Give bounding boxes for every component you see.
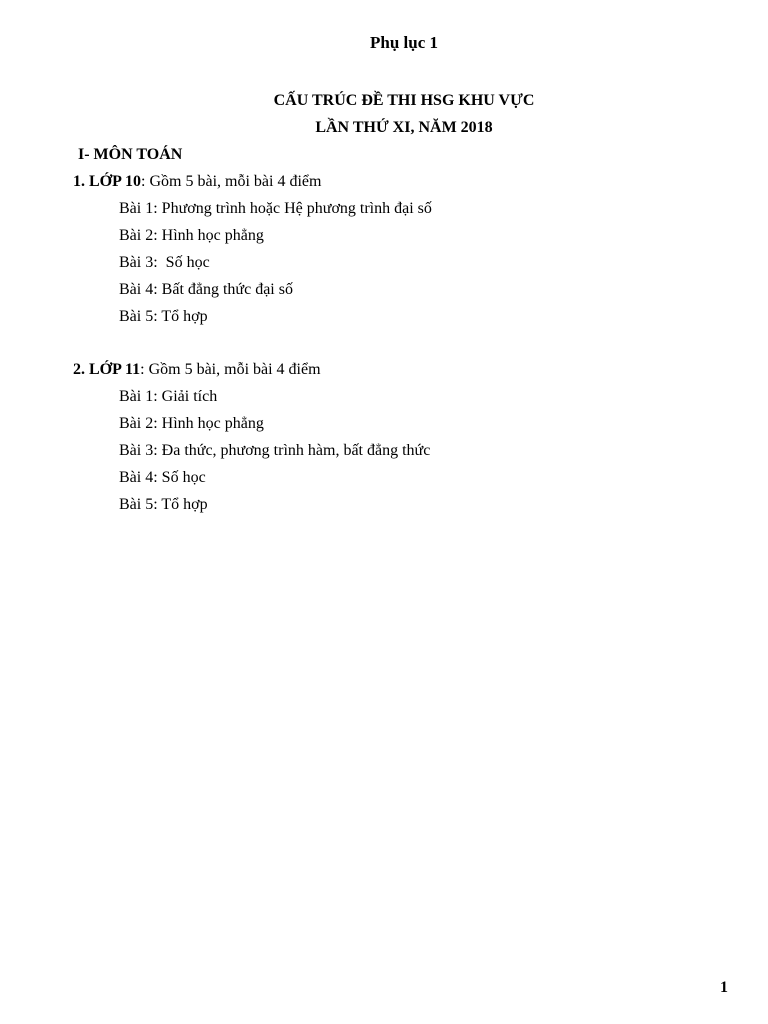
document-title-line-2: LẦN THỨ XI, NĂM 2018 [315,119,493,136]
section-heading-math: I- MÔN TOÁN [78,146,183,163]
grade-10-item-1: Bài 1: Phương trình hoặc Hệ phương trình đại số [119,200,432,217]
grade-11-description: : Gồm 5 bài, mỗi bài 4 điểm [140,361,321,378]
grade-10-item-5: Bài 5: Tổ hợp [119,308,208,325]
grade-11-label: 2. LỚP 11 [73,361,141,378]
grade-11-item-1: Bài 1: Giải tích [119,388,218,405]
grade-10-item-2: Bài 2: Hình học phẳng [119,227,264,244]
grade-10-item-3: Bài 3: Số học [119,254,210,271]
page-number: 1 [720,979,728,996]
grade-10-description: : Gồm 5 bài, mỗi bài 4 điểm [141,173,322,190]
document-title-line-1: CẤU TRÚC ĐỀ THI HSG KHU VỰC [273,92,535,109]
grade-10-heading [73,173,321,191]
grade-10-label: 1. LỚP 10 [73,173,142,190]
grade-11-item-4: Bài 4: Số học [119,469,206,486]
grade-11-item-2: Bài 2: Hình học phẳng [119,415,264,432]
grade-10-item-4: Bài 4: Bất đẳng thức đại số [119,281,293,298]
grade-11-item-5: Bài 5: Tổ hợp [119,496,208,513]
appendix-title: Phụ lục 1 [369,33,439,52]
grade-11-item-3: Bài 3: Đa thức, phương trình hàm, bất đẳng thức [119,442,431,459]
grade-11-heading [73,361,321,379]
